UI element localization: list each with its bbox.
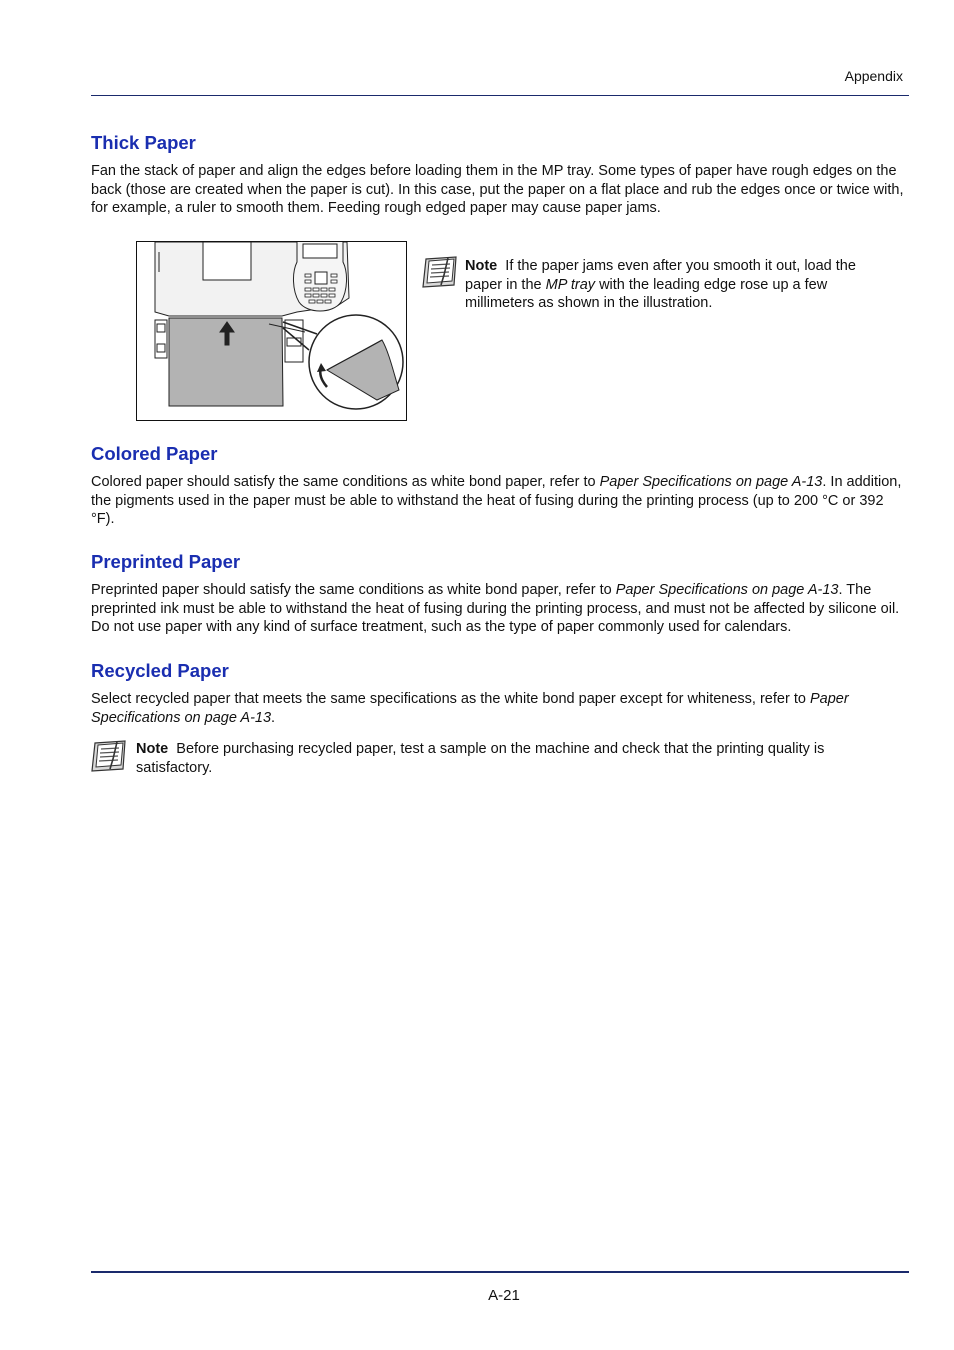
note-label: Note — [136, 741, 169, 757]
recycled-paper-note — [136, 740, 896, 777]
thick-paper-body: Fan the stack of paper and align the edges before loading them in the MP tray. Some types of paper have rough edges on the back (those are created when the paper is cut). In this case, put the paper on a flat place and rub the edges once or twice with, for example, a ruler to smooth them. Feeding rough edged paper may cause paper jams. — [91, 163, 904, 217]
colored-paper-body — [91, 473, 909, 529]
recycled-body-reference: Paper Specifications on page A-13 — [91, 691, 849, 726]
header-rule — [91, 95, 909, 96]
printer-illustration — [137, 242, 406, 420]
note-pad-icon — [89, 739, 129, 773]
header-label: Appendix — [844, 68, 903, 84]
colored-body-reference: Paper Specifications on page A-13 — [599, 474, 823, 490]
preprinted-body-pre: Preprinted paper should satisfy the same conditions as white bond paper, refer to — [91, 582, 616, 598]
colored-body-pre: Colored paper should satisfy the same conditions as white bond paper, refer to — [91, 474, 600, 490]
footer-rule — [91, 1271, 909, 1273]
preprinted-body-reference: Paper Specifications on page A-13 — [615, 582, 839, 598]
note-text: Before purchasing recycled paper, test a sample on the machine and check that the printing quality is satisfactory. — [136, 741, 825, 776]
colored-body-post: . In addition, the pigments used in the paper must be able to withstand the heat of fusing during the printing process (up to 200 °C or 392 °F). — [91, 474, 902, 528]
note-text-post: with the leading edge rose up a few millimeters as shown in the illustration. — [465, 276, 828, 312]
section-title-colored-paper: Colored Paper — [91, 443, 218, 464]
note-text-pre: If the paper jams even after you smooth it out, load the paper in the — [465, 258, 856, 293]
section-title-thick-paper: Thick Paper — [91, 132, 196, 153]
note-text-italic: MP tray — [545, 276, 596, 293]
section-title-preprinted-paper: Preprinted Paper — [91, 551, 241, 572]
recycled-paper-body — [91, 690, 909, 727]
section-title-recycled-paper: Recycled Paper — [91, 660, 229, 681]
note-pad-icon — [420, 255, 460, 289]
mp-tray-illustration — [136, 241, 407, 421]
preprinted-body-post: . The preprinted ink must be able to withstand the heat of fusing during the printing process, and must not be affected by silicone oil. Do not use paper with any kind of surface treatment, such as the type of paper commonly used for calendars. — [91, 582, 900, 636]
recycled-body-pre: Select recycled paper that meets the same specifications as the white bond paper except for whiteness, refer to — [91, 691, 810, 707]
thick-paper-note — [465, 257, 895, 313]
preprinted-paper-body — [91, 581, 909, 637]
page-number: A-21 — [488, 1287, 520, 1304]
note-label: Note — [465, 258, 498, 274]
recycled-body-post: . — [271, 709, 276, 726]
